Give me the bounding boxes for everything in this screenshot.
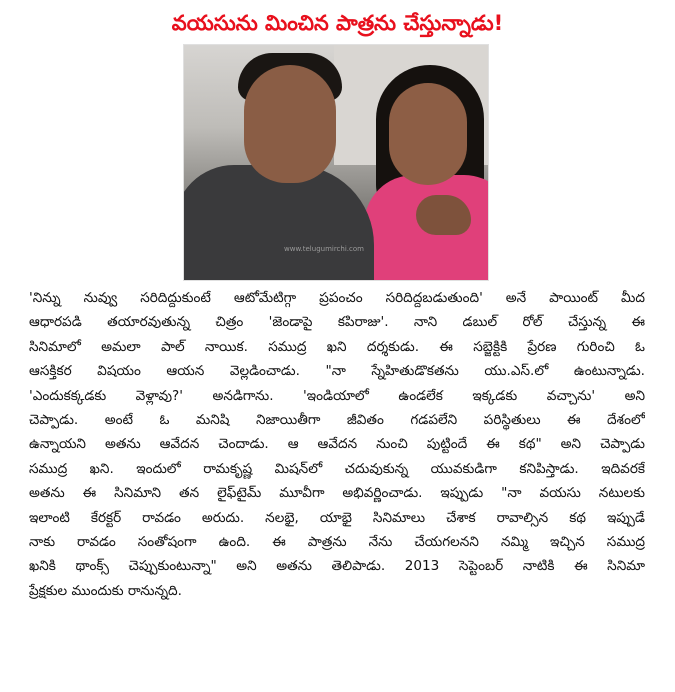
photo-hand xyxy=(416,195,471,235)
article-line: ఆసక్తికర విషయం ఆయన వెల్లడించాడు. "నా స్నేహితుడొకతను యు.ఎస్.లో ఉంటున్నాడు. xyxy=(29,363,645,380)
article-line: 'ఎందుకక్కడకు వెళ్లావు?' అనడిగాను. 'ఇండియాలో ఉండలేక ఇక్కడకు వచ్చాను' అని xyxy=(29,387,645,404)
article-body xyxy=(29,286,645,603)
article-line: చెప్పాడు. అంటే ఓ మనిషి నిజాయితీగా జీవితం గడపలేని పరిస్థితులు ఈ దేశంలో xyxy=(29,411,645,428)
headline: వయసును మించిన పాత్రను చేస్తున్నాడు! xyxy=(171,11,504,35)
article-line: అతను ఈ సినిమాని తన లైఫ్‌టైమ్ మూవీగా అభివర్ణించాడు. ఇప్పుడు "నా వయసు నటులకు xyxy=(29,485,645,502)
photo-man-face xyxy=(244,65,336,183)
article-line: సినిమాలో అమలా పాల్ నాయిక. సముద్ర ఖని దర్శకుడు. ఈ సబ్జెక్టికి ప్రేరణ గురించి ఓ xyxy=(29,338,645,355)
article-line: ఖనికి థాంక్స్ చెప్పుకుంటున్నా" అని అతను తెలిపాడు. 2013 సెప్టెంబర్ నాటికి ఈ సినిమా xyxy=(29,558,645,575)
photo-watermark: www.telugumirchi.com xyxy=(284,245,364,253)
article-line: ఉన్నాయని అతను ఆవేదన చెందాడు. ఆ ఆవేదన నుంచి పుట్టిందే ఈ కథ" అని చెప్పాడు xyxy=(29,436,645,453)
article-line: నాకు రావడం సంతోషంగా ఉంది. ఈ పాత్రను నేను చేయగలనని నమ్మి ఇచ్చిన సముద్ర xyxy=(29,533,645,550)
article-line: ప్రేక్షకుల ముందుకు రానున్నది. xyxy=(29,582,182,599)
photo-woman-face xyxy=(389,83,467,185)
article-line: ఆధారపడి తయారవుతున్న చిత్రం 'జెండాపై కపిరాజు'. నాని డబుల్ రోల్ చేస్తున్న ఈ xyxy=(29,314,645,331)
article-line: సముద్ర ఖని. ఇందులో రామకృష్ణ మిషన్‌లో చదువుకున్న యువకుడిగా కనిపిస్తాడు. ఇదివరకే xyxy=(29,460,645,477)
article-line: ఇలాంటి కేరక్టర్ రావడం అరుదు. నలభై, యాభై సినిమాలు చేశాక రావాల్సిన కథ ఇప్పుడే xyxy=(29,509,645,526)
article-line: 'నిన్ను నువ్వు సరిదిద్దుకుంటే ఆటోమేటిగ్గా ప్రపంచం సరిదిద్దబడుతుంది' అనే పాయింట్ మీద xyxy=(29,290,645,306)
article-photo xyxy=(183,44,489,281)
